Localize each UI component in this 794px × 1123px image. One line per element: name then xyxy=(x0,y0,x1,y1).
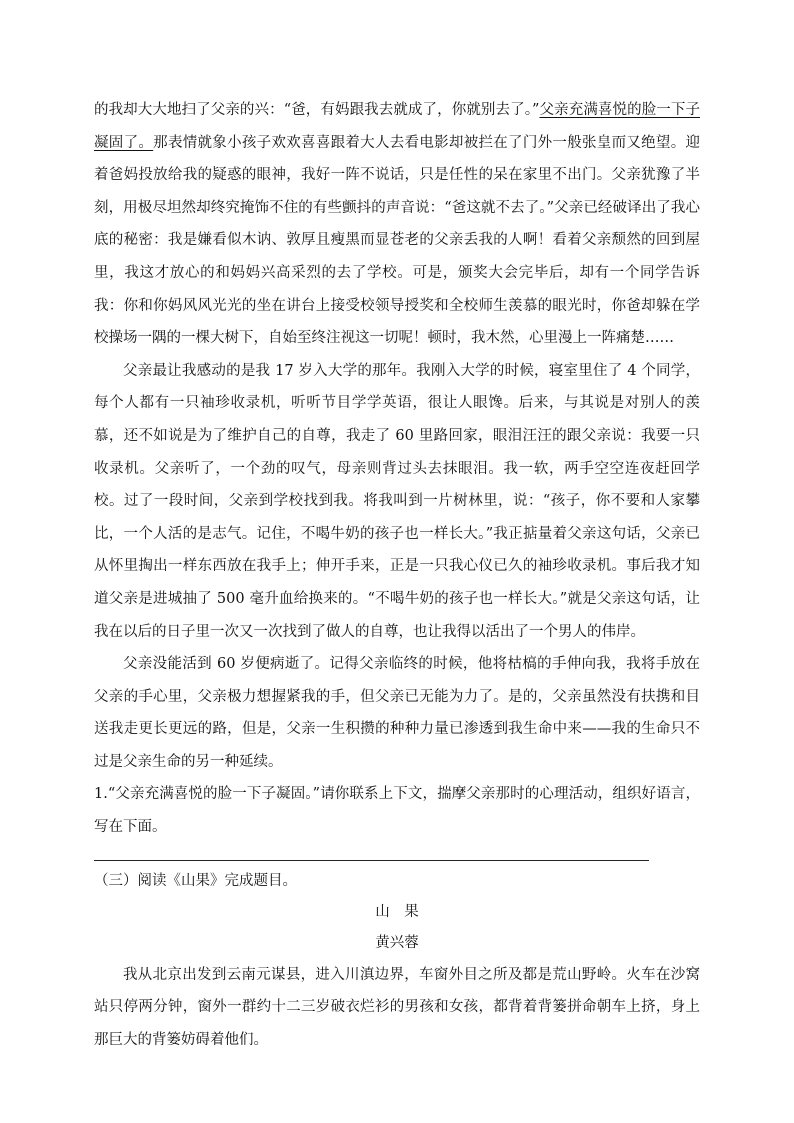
question-1: 1.“父亲充满喜悦的脸一下子凝固。”请你联系上下文，揣摩父亲那时的心理活动，组织好语言，写在下面。 xyxy=(94,786,700,836)
article-paragraph: 我从北京出发到云南元谋县，进入川滇边界，车窗外目之所及都是荒山野岭。火车在沙窝站只停两分钟，窗外一群约十二三岁破衣烂衫的男孩和女孩，都背着背篓拼命朝车上挤，身上那巨大的背篓妨碍着他们。 xyxy=(94,966,700,1048)
document-page xyxy=(94,94,700,1056)
paragraph-father-disappointment xyxy=(94,94,700,355)
paragraph-text: 的我却大大地扫了父亲的兴：“爸，有妈跟我去就成了，你就别去了。” xyxy=(94,102,540,118)
paragraph-father-death: 父亲没能活到 60 岁便病逝了。记得父亲临终的时候，他将枯槁的手伸向我，我将手放在父亲的手心里，父亲极力想握紧我的手，但父亲已无能为力了。是的，父亲虽然没有扶携和目送我走更长更远的路，但是，父亲一生积攒的种种力量已渗透到我生命中来——我的生命只不过是父亲生命的另一种延续。 xyxy=(94,656,700,770)
article-title: 山 果 xyxy=(375,903,419,920)
paragraph-text: 那表情就象小孩子欢欢喜喜跟着大人去看电影却被拦在了门外一般张皇而又绝望。迎着爸妈投放给我的疑惑的眼神，我好一阵不说话，只是任性的呆在家里不出门。父亲犹豫了半刻，用极尽坦然却终究掩饰不住的有些颤抖的声音说：“爸这就不去了。”父亲已经破译出了我心底的秘密：我是嫌看似木讷、敦厚且瘦黑而显苍老的父亲丢我的人啊！看着父亲颓然的回到屋里，我这才放心的和妈妈兴高采烈的去了学校。可是，颁奖大会完毕后，却有一个同学告诉我：你和你妈风风光光的坐在讲台上接受校领导授奖和全校师生羡慕的眼光时，你爸却躲在学校操场一隅的一棵大树下，自始至终注视这一切呢！顿时，我木然，心里漫上一阵痛楚…… xyxy=(94,134,701,347)
paragraph-radio-story: 父亲最让我感动的是我 17 岁入大学的那年。我刚入大学的时候，寝室里住了 4 个同学，每个人都有一只袖珍收录机，听听节目学学英语，很让人眼馋。后来，与其说是对别人的羡慕，还不如说是为了维护自己的自尊，我走了 60 里路回家，眼泪汪汪的跟父亲说：我要一只收录机。父亲听了，一个劲的叹气，母亲则背过头去抹眼泪。我一软，两手空空连夜赶回学校。过了一段时间，父亲到学校找到我。将我叫到一片树林里，说：“孩子，你不要和人家攀比，一个人活的是志气。记住，不喝牛奶的孩子也一样长大。”我正掂量着父亲这句话，父亲已从怀里掏出一样东西放在我手上；伸开手来，正是一只我心仪已久的袖珍收录机。事后我才知道父亲是进城抽了 500 毫升血给换来的。“不喝牛奶的孩子也一样长大。”就是父亲这句话，让我在以后的日子里一次又一次找到了做人的自尊，也让我得以活出了一个男人的伟岸。 xyxy=(94,362,700,640)
answer-line[interactable] xyxy=(94,860,649,861)
section-heading: （三）阅读《山果》完成题目。 xyxy=(94,872,297,889)
underlined-sentence: 父亲充满喜悦的脸一下子凝固了。 xyxy=(94,102,700,151)
article-author: 黄兴蓉 xyxy=(375,934,419,951)
